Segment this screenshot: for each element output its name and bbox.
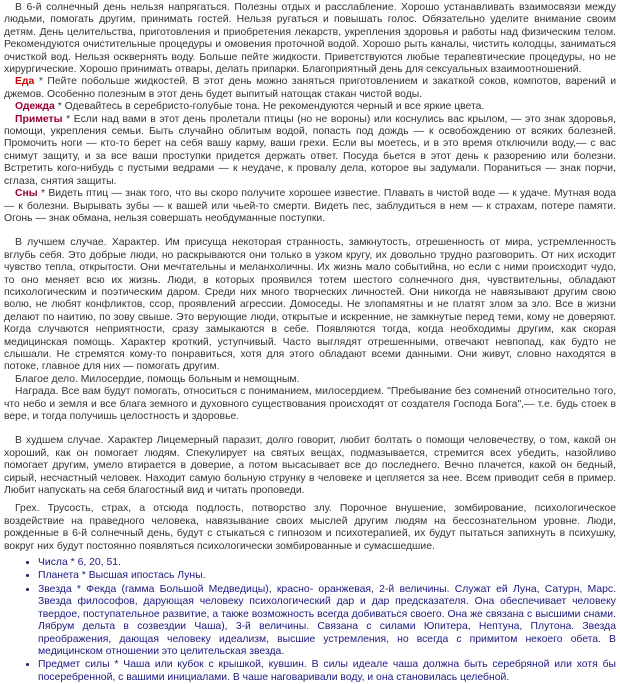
omens-label: Приметы (15, 113, 63, 125)
best-case-good-deed: Благое дело. Милосердие, помощь больным и немощным. (15, 373, 300, 385)
dreams-paragraph (4, 188, 616, 225)
clothes-text: * Одевайтесь в серебристо-голубые тона. Не рекомендуются черный и все яркие цвета. (57, 101, 485, 113)
dreams-text: * Видеть птиц — знак того, что вы скоро получите хорошее известие. Плавать в чистой воде — к удаче. Мутная вода — к болезни. Вырывать зубы — к вашей или чьей-то смерти. Видеть пес, заблудиться в нем — к страхам, потере памяти. Огонь — знак обмана, нельзя совершать необдуманные поступки. (4, 188, 616, 224)
worst-case-character: В худшем случае. Характер Лицемерный паразит, долго говорит, любит болтать о помощи человечеству, о том, какой он хороший, как он помогает людям. Спекулирует на святых вещах, подмазывается, стремится всех убедить, назойливо помогает другим, умело втирается в доверие, а потом высасывает все до последнего. Вечно плачется, какой он бедный, сирый, несчастный человек. Находит самую больную струнку в человеке и цепляется за нее. Всем приводит себя в пример. Любит напускать на себя благостный вид и читать проповеди. (4, 435, 616, 497)
list-item-planet: • Планета * Высшая ипостась Луны. (38, 570, 616, 582)
spacer (4, 225, 616, 237)
best-case-character: В лучшем случае. Характер. Им присуща некоторая странность, замкнутость, отрешенность от мира, устремленность вглубь себя. Это добрые люди, но раскрываются они только в узком кругу, их довольно трудно разговорить. От них исходит чувство тепла, открытости. Они мечтательны и меланхоличны. Их жизнь мало событийна, но если с ними происходит чудо, то оно меняет всю их жизнь. Люди, в которых проявился тотем шестого солнечного дня, чувствительны, обладают психологическим и поэтическим даром. Среди них много творческих личностей. Они никогда не навязывают другим свою волю, не любят конфликтов, ссор, проявлений агрессии. Домоседы. Не злопамятны и не платят злом за зло. Все в жизни делают по наитию, по зову свыше. Это верующие люди, открытые и искренние, не замкнутые перед теми, кому не доверяют. Когда случаются неприятности, сразу замыкаются в себе. Появляются тогда, когда необходимы другим, как скорая медицинская помощь. Характер кроткий, уступчивый. Часто выглядят отрешенными, отвечают невпопад, как будто не слышали. Не стремятся кому-то понравиться, хотя для этого обладают всеми данными. Они живут, словно находятся в потоке, главное для них — помогать другим. (4, 237, 616, 373)
attributes-list (4, 557, 616, 684)
spacer (4, 423, 616, 435)
list-item-power-object: • Предмет силы * Чаша или кубок с крышкой, кувшин. В силы идеале чаша должна быть серебряной или хотя бы посеребренной, с вашими инициалами. В чаше наговаривали воду, и она становилась целебной. (38, 659, 616, 684)
food-text: * Пейте побольше жидкостей. В этот день можно заняться приготовлением и закаткой соков, компотов, варений и джемов. Особенно полезным в этот день будет выпитый натощак стакан чистой воды. (4, 76, 617, 100)
worst-case-sin: Грех. Трусость, страх, а отсюда подлость, потворство злу. Порочное внушение, зомбирование, психологическое воздействие на праведного человека, навязывание своих мыслей другим людям на бессознательном уровне. Люди, рожденные в 6-й солнечный день, будут с стыкаться с гипнозом и психотерапией, их будут пытаться запихнуть в психушку, вокруг них будут постоянно появляться психологически зомбированные и сумасшедшие. (4, 503, 616, 552)
dreams-label: Сны (15, 188, 38, 200)
omens-text: * Если над вами в этот день пролетали птицы (но не вороны) или коснулись вас крылом, — это знак здоровья, помощи, укрепления семьи. Быть случайно облитым водой, попасть под дождь — к освобождению от всяких болезней. Промочить ноги — кто-то берет на себя вашу карму, ваши грехи. Если вы моетесь, и в это время отключили воду,— с вас снимут защиту, и за все ваши проступки придется держать ответ. Посуда бьется в этот день к разорению или болезни. Встретить кого-нибудь с пустыми ведрами — к неудаче, к провалу дела, которое вы задумали. Пораниться — знак порчи, сглаза, снятия защиты. (4, 113, 616, 187)
clothes-label: Одежда (15, 101, 55, 113)
clothes-paragraph (4, 101, 616, 113)
intro-paragraph: В 6-й солнечный день нельзя напрягаться. Полезны отдых и расслабление. Хорошо устанавливать взаимосвязи между людьми, помогать другим, принимать гостей. Нельзя ругаться и повышать голос. Обязательно уделите внимание своим детям. День целительства, приготовления и приобретения лекарств, укрепления здоровья и работы над физическим телом. Рекомендуются очистительные процедуры и омовения проточной водой. Хорошо рыть каналы, чистить колодцы, заниматься очисткой вод. Нельзя осквернять воду. Больше пейте жидкости. Приветствуются любые терапевтические процедуры, но не хирургические. Хорошо принимать отвары, делать припарки. Благоприятный день для сексуальных взаимоотношений. (4, 2, 616, 76)
list-item-numbers: • Числа * 6, 20, 51. (38, 557, 616, 569)
food-paragraph (4, 76, 616, 101)
list-item-star: • Звезда * Фекда (гамма Большой Медведицы), красно- оранжевая, 2-й величины. Служат ей Луна, Сатурн, Марс. Звезда философов, дарующая человеку психологический дар и дар предсказателя. Она обеспечивает человеку твердое, поступательное развитие, а также возможность всегда добиваться своего. Она же связана с высшими снами. Лябрум дельта в созвездии Чаша), 3-й величины. Связана с силами Юпитера, Нептуна, Плутона. Звезда преображения, дающая человеку идеализм, высшие устремления, но всегда с примитом некоего обета. В медицинском отношении это целительская звезда. (38, 584, 616, 658)
omens-paragraph (4, 114, 616, 188)
food-label: Еда (15, 76, 35, 88)
best-case-reward: Награда. Все вам будут помогать, относиться с пониманием, милосердием. "Пребывание без сомнений относительно того, что небо и земля и все блага земного и духовного существования происходят от создателя Господа Бога",— т.е. будь стоек в вере, и тогда получишь целостность и здоровье. (4, 386, 616, 422)
